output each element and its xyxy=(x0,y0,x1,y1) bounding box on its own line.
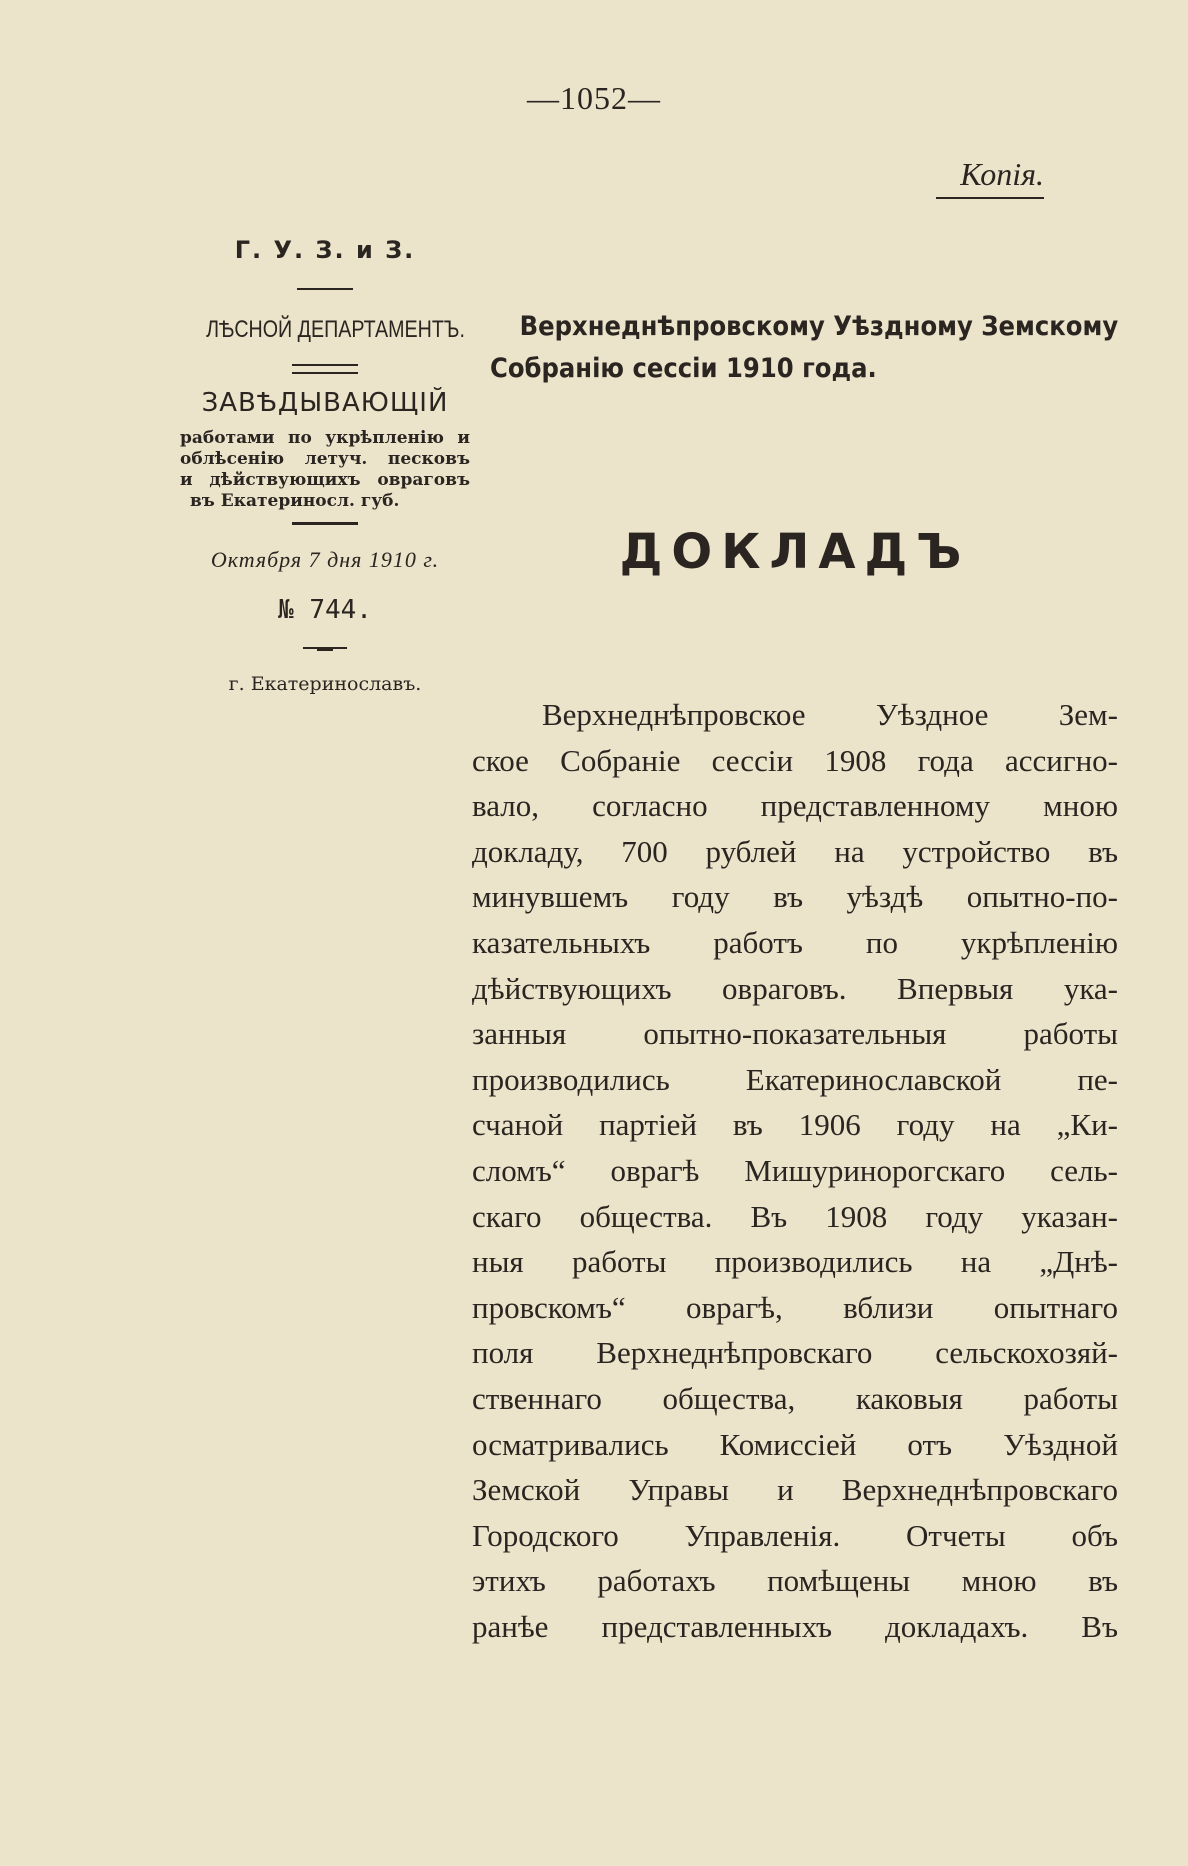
body-line: производились Екатеринославской пе- xyxy=(472,1061,1118,1097)
body-line: вало, согласно представленному мною xyxy=(472,788,1118,824)
body-line: Верхнеднѣпровское Уѣздное Зем- xyxy=(542,697,1118,732)
sender-city: г. Екатеринославъ. xyxy=(228,673,422,695)
sender-description-line: работами по укрѣпленію и xyxy=(180,428,470,448)
body-line: этихъ работахъ помѣщены мною въ xyxy=(472,1563,1118,1599)
addressee-line: Собранію сессіи 1910 года. xyxy=(490,353,877,384)
body-line: казательныхъ работъ по укрѣпленію xyxy=(472,924,1118,960)
document-number: № 744. xyxy=(278,595,372,625)
body-line: ственнаго общества, каковыя работы xyxy=(472,1380,1118,1416)
document-title: ДОКЛАДЪ xyxy=(619,524,971,580)
sender-description-line: и дѣйствующихъ овраговъ xyxy=(180,470,470,490)
addressee xyxy=(490,306,1119,390)
body-text xyxy=(472,692,1118,1649)
sender-block xyxy=(180,236,470,695)
body-line: скаго общества. Въ 1908 году указан- xyxy=(472,1198,1118,1234)
body-line: минувшемъ году въ уѣздѣ опытно-по- xyxy=(472,879,1118,915)
sender-title: ЗАВѢДЫВАЮЩІЙ xyxy=(201,388,449,418)
body-line: осматривались Комиссіей отъ Уѣздной xyxy=(472,1426,1118,1462)
body-line: ское Собраніе сессіи 1908 года ассигно- xyxy=(472,742,1118,778)
body-line: Земской Управы и Верхнеднѣпровскаго xyxy=(472,1472,1118,1508)
divider xyxy=(297,288,353,290)
sender-description xyxy=(180,428,470,512)
body-line: Городского Управленія. Отчеты объ xyxy=(472,1517,1118,1553)
page-number: —1052— xyxy=(527,80,661,116)
ornament-divider xyxy=(303,647,347,649)
body-line: поля Верхнеднѣпровскаго сельскохозяй- xyxy=(472,1335,1118,1371)
body-line: сломъ“ оврагѣ Мишуринорогскаго сель- xyxy=(472,1152,1118,1188)
sender-org: Г. У. З. и З. xyxy=(234,236,416,264)
body-line: дѣйствующихъ овраговъ. Впервыя ука- xyxy=(472,970,1118,1006)
addressee-line: Верхнеднѣпровскому Уѣздному Земскому xyxy=(519,311,1119,342)
double-divider xyxy=(292,364,358,374)
body-line: докладу, 700 рублей на устройство въ xyxy=(472,833,1118,869)
body-line: счаной партіей въ 1906 году на „Ки- xyxy=(472,1107,1118,1143)
body-line: занныя опытно-показательныя работы xyxy=(472,1016,1118,1052)
body-line: ныя работы производились на „Днѣ- xyxy=(472,1244,1118,1280)
body-line: ранѣе представленныхъ докладахъ. Въ xyxy=(472,1608,1118,1644)
sender-description-line: въ Екатериносл. губ. xyxy=(190,491,400,511)
thick-divider xyxy=(292,522,358,525)
body-line: провскомъ“ оврагѣ, вблизи опытнаго xyxy=(472,1289,1118,1325)
sender-date: Октября 7 дня 1910 г. xyxy=(210,547,440,572)
copy-underline xyxy=(936,197,1044,199)
sender-description-line: облѣсенію летуч. песковъ xyxy=(180,449,470,469)
copy-mark: Копія. xyxy=(960,156,1044,192)
sender-department: ЛѢСНОЙ ДЕПАРТАМЕНТЪ. xyxy=(206,316,465,343)
